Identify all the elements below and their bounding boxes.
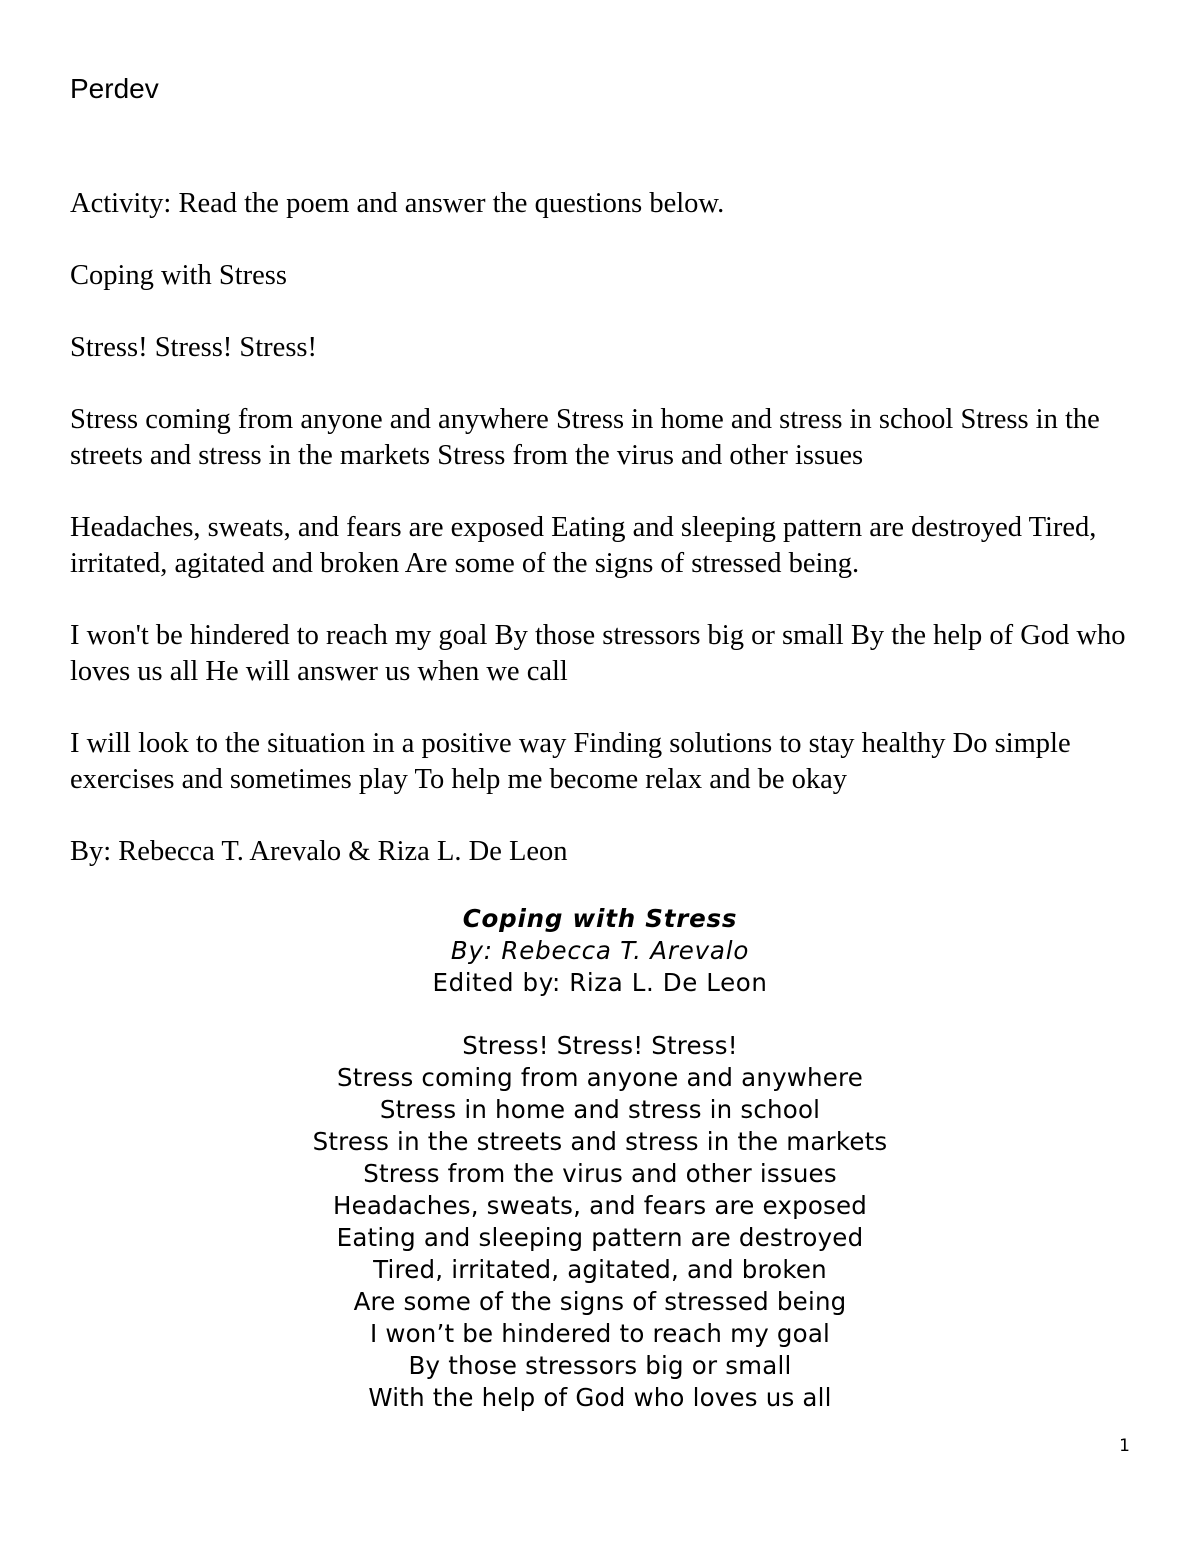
document-header-title: Perdev [70,73,159,104]
centered-poem-editor: Edited by: Riza L. De Leon [432,968,768,997]
centered-poem-line: Headaches, sweats, and fears are exposed [332,1191,868,1220]
centered-poem-line: I won’t be hindered to reach my goal [369,1319,831,1348]
centered-poem-line: Tired, irritated, agitated, and broken [373,1255,827,1284]
centered-poem-author: By: Rebecca T. Arevalo [450,936,750,965]
poem-title: Coping with Stress [70,260,287,291]
poem-stanza: I will look to the situation in a positive way Finding solutions to stay healthy Do simple exercises and sometimes play To help me become relax and be okay [70,728,1071,795]
centered-poem-line: Stress! Stress! Stress! [462,1031,738,1060]
activity-instruction: Activity: Read the poem and answer the questions below. [70,188,725,219]
poem-stanza: Headaches, sweats, and fears are exposed Eating and sleeping pattern are destroyed Tired, irritated, agitated and broken Are some of the signs of stressed being. [70,512,1097,579]
poem-byline: By: Rebecca T. Arevalo & Riza L. De Leon [70,836,568,867]
poem-opening-line: Stress! Stress! Stress! [70,332,317,363]
centered-poem-title: Coping with Stress [462,904,738,933]
centered-poem-line: Stress in home and stress in school [379,1095,821,1124]
centered-poem-line: Stress from the virus and other issues [363,1159,837,1188]
poem-stanza: Stress coming from anyone and anywhere Stress in home and stress in school Stress in the streets and stress in the markets Stress from the virus and other issues [70,404,1100,471]
centered-poem-line: Stress coming from anyone and anywhere [336,1063,864,1092]
centered-poem-block [150,903,1050,1414]
centered-poem-line: Are some of the signs of stressed being [353,1287,847,1316]
centered-poem-line: With the help of God who loves us all [368,1383,832,1412]
centered-poem-line: By those stressors big or small [408,1351,792,1380]
centered-poem-line: Eating and sleeping pattern are destroyed [336,1223,864,1252]
poem-stanza: I won't be hindered to reach my goal By those stressors big or small By the help of God who loves us all He will answer us when we call [70,620,1126,687]
page-number: 1 [1119,1436,1130,1456]
centered-poem-line: Stress in the streets and stress in the markets [312,1127,888,1156]
spacer [150,999,1050,1030]
